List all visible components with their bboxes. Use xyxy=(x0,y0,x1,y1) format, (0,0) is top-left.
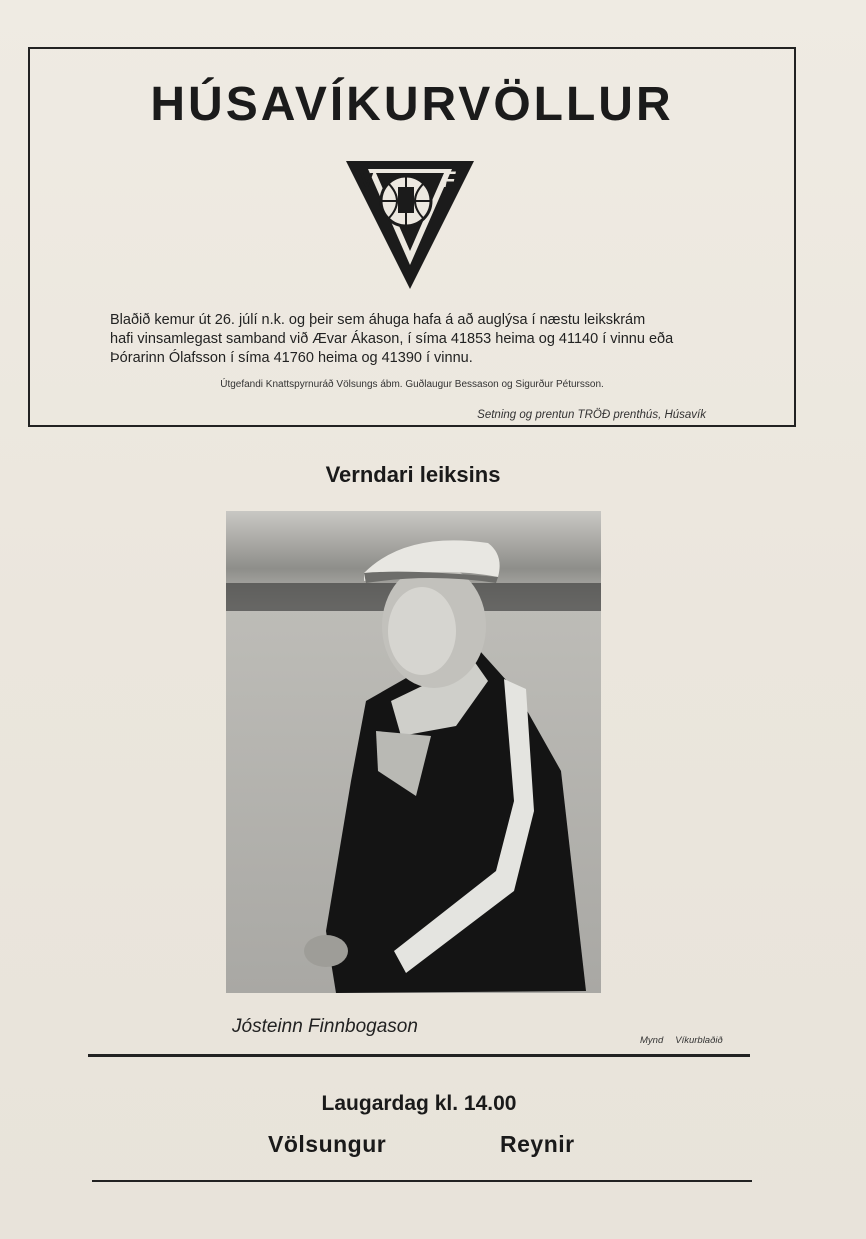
home-team: Völsungur xyxy=(268,1131,387,1157)
page-title: HÚSAVÍKURVÖLLUR xyxy=(150,78,674,131)
divider-top xyxy=(88,1054,750,1057)
printer-line: Setning og prentun TRÖÐ prenthús, Húsavík xyxy=(477,409,706,421)
logo-letter-v: V xyxy=(360,170,374,192)
away-team: Reynir xyxy=(500,1131,575,1157)
publisher-line: Útgefandi Knattspyrnuráð Völsungs ábm. Guðlaugur Bessason og Sigurður Pétursson. xyxy=(220,379,604,390)
credit-label: Mynd xyxy=(640,1035,664,1046)
credit-source: Víkurblaðið xyxy=(675,1035,723,1046)
ad-info xyxy=(110,311,750,368)
divider-bottom xyxy=(92,1180,752,1182)
feature-heading: Verndari leiksins xyxy=(325,462,501,487)
portrait-photo xyxy=(226,511,601,993)
info-line: Blaðið kemur út 26. júlí n.k. og þeir sem áhuga hafa á að auglýsa í næstu leikskrám xyxy=(110,312,646,328)
photo-caption: Jósteinn Finnbogason xyxy=(232,1016,418,1037)
club-logo xyxy=(346,161,474,289)
logo-letter-f: F xyxy=(442,167,456,192)
photo-credit xyxy=(640,1035,735,1046)
info-line: Þórarinn Ólafsson í síma 41760 heima og 41390 í vinnu. xyxy=(110,350,473,366)
header-box xyxy=(28,47,796,427)
match-time: Laugardag kl. 14.00 xyxy=(321,1092,517,1115)
info-line: hafi vinsamlegast samband við Ævar Ákason, í síma 41853 heima og 41140 í vinnu eða xyxy=(110,331,674,347)
